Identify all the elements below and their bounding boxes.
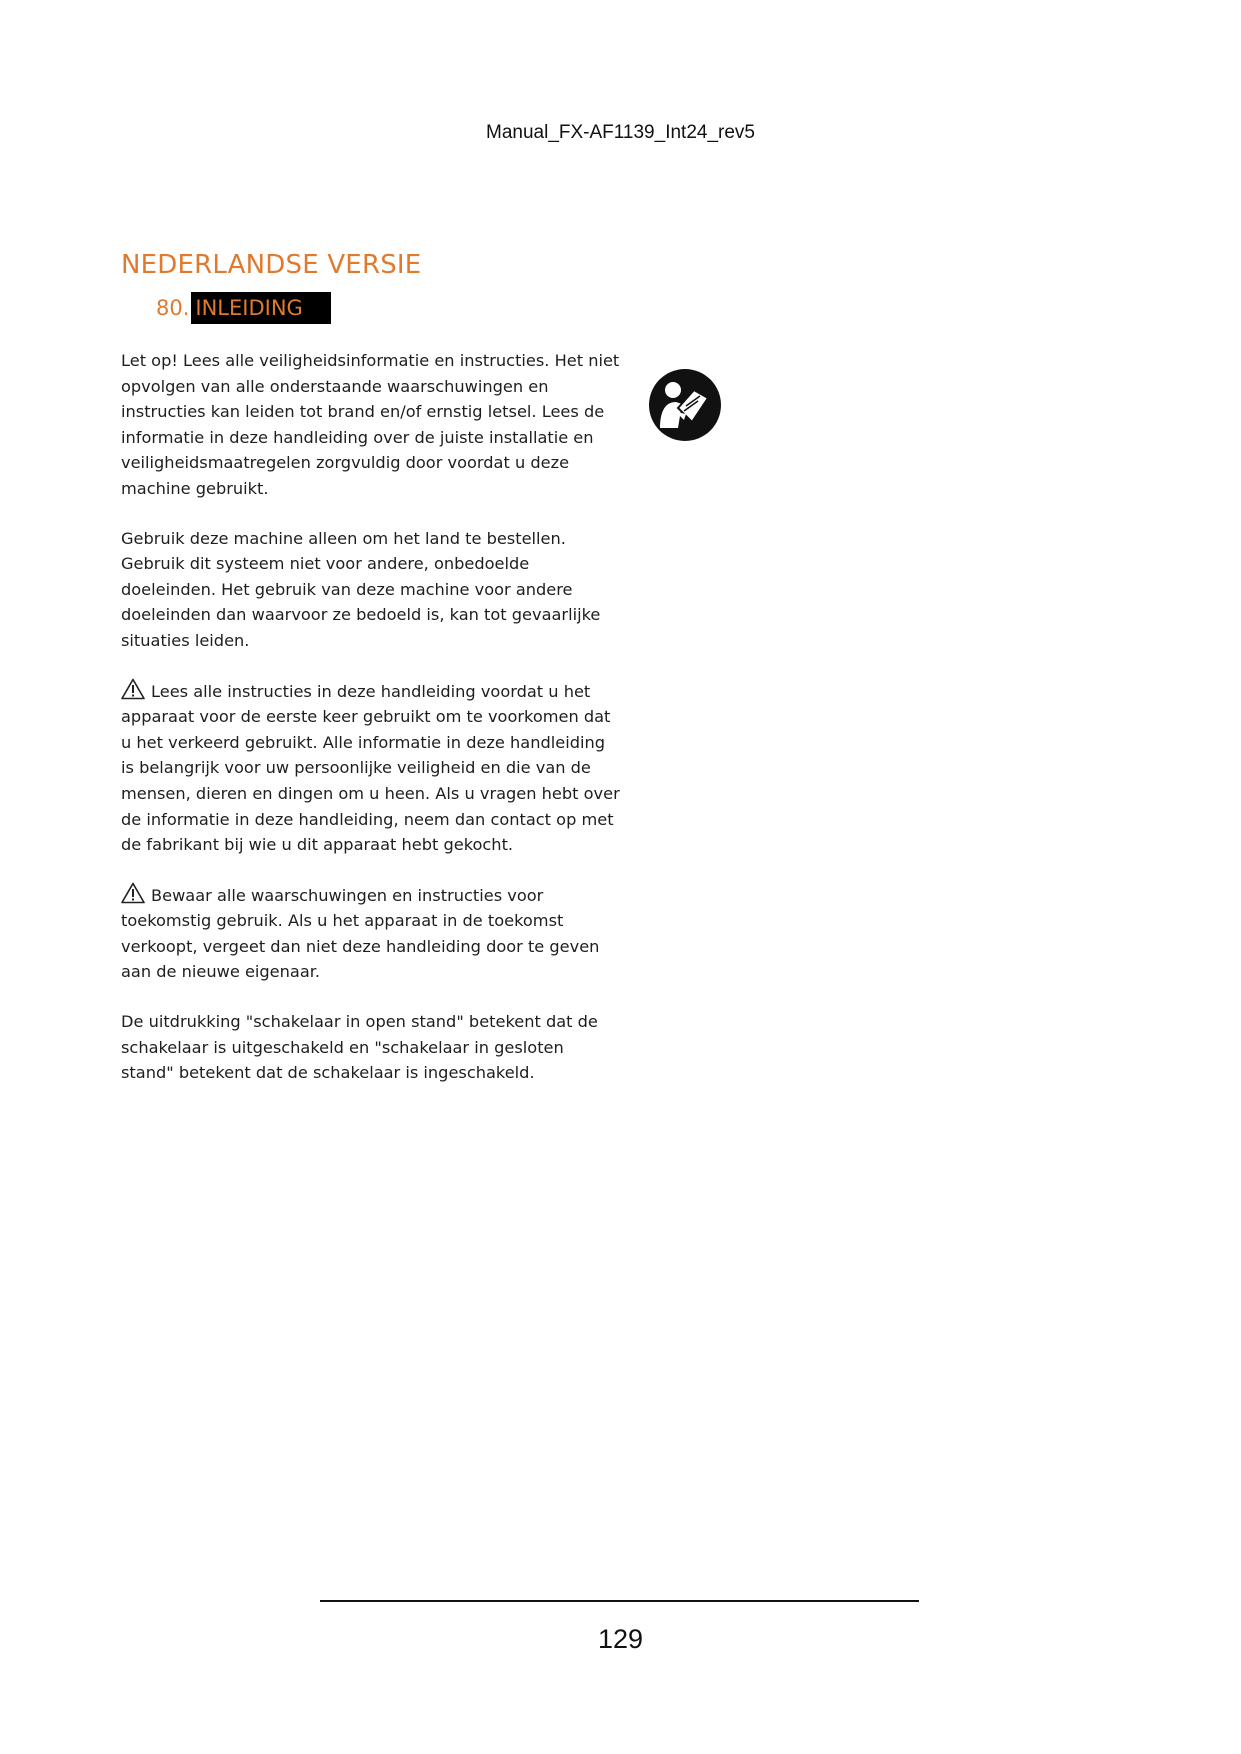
body-text (121, 348, 621, 1110)
paragraph-keep-instructions-text: Bewaar alle waarschuwingen en instructies voor toekomstig gebruik. Als u het apparaat in de toekomst verkoopt, vergeet dan niet deze handleiding door te geven aan de nieuwe eigenaar. (121, 885, 600, 982)
paragraph-read-instructions (121, 678, 621, 858)
paragraph-switch-definition: De uitdrukking "schakelaar in open stand" betekent dat de schakelaar is uitgeschakeld en "schakelaar in gesloten stand" betekent dat de schakelaar is ingeschakeld. (121, 1012, 598, 1083)
subsection-title: INLEIDING (191, 292, 330, 324)
paragraph-safety-warning: Let op! Lees alle veiligheidsinformatie en instructies. Het niet opvolgen van alle onderstaande waarschuwingen en instructies kan leiden tot brand en/of ernstig letsel. Lees de informatie in deze handleiding over de juiste installatie en veiligheidsmaatregelen zorgvuldig door voordat u deze machine gebruikt. (121, 351, 620, 498)
subsection-heading (156, 292, 331, 324)
warning-triangle-icon (121, 678, 145, 700)
paragraph-keep-instructions (121, 882, 621, 985)
read-manual-icon (648, 368, 722, 442)
page-number: 129 (597, 1624, 644, 1654)
subsection-number: 80. (156, 296, 190, 320)
paragraph-intended-use: Gebruik deze machine alleen om het land te bestellen. Gebruik dit systeem niet voor andere, onbedoelde doeleinden. Het gebruik van deze machine voor andere doeleinden dan waarvoor ze bedoeld is, kan tot gevaarlijke situaties leiden. (121, 528, 601, 650)
warning-triangle-icon (121, 882, 145, 904)
section-title: NEDERLANDSE VERSIE (121, 250, 422, 280)
paragraph-read-instructions-text: Lees alle instructies in deze handleiding voordat u het apparaat voor de eerste keer gebruikt om te voorkomen dat u het verkeerd gebruikt. Alle informatie in deze handleiding is belangrijk voor uw persoonlijke veiligheid en die van de mensen, dieren en dingen om u heen. Als u vragen hebt over de informatie in deze handleiding, neem dan contact op met de fabrikant bij wie u dit apparaat hebt gekocht. (121, 681, 620, 855)
document-header: Manual_FX-AF1139_Int24_rev5 (486, 122, 755, 143)
footer-divider (320, 1600, 919, 1602)
